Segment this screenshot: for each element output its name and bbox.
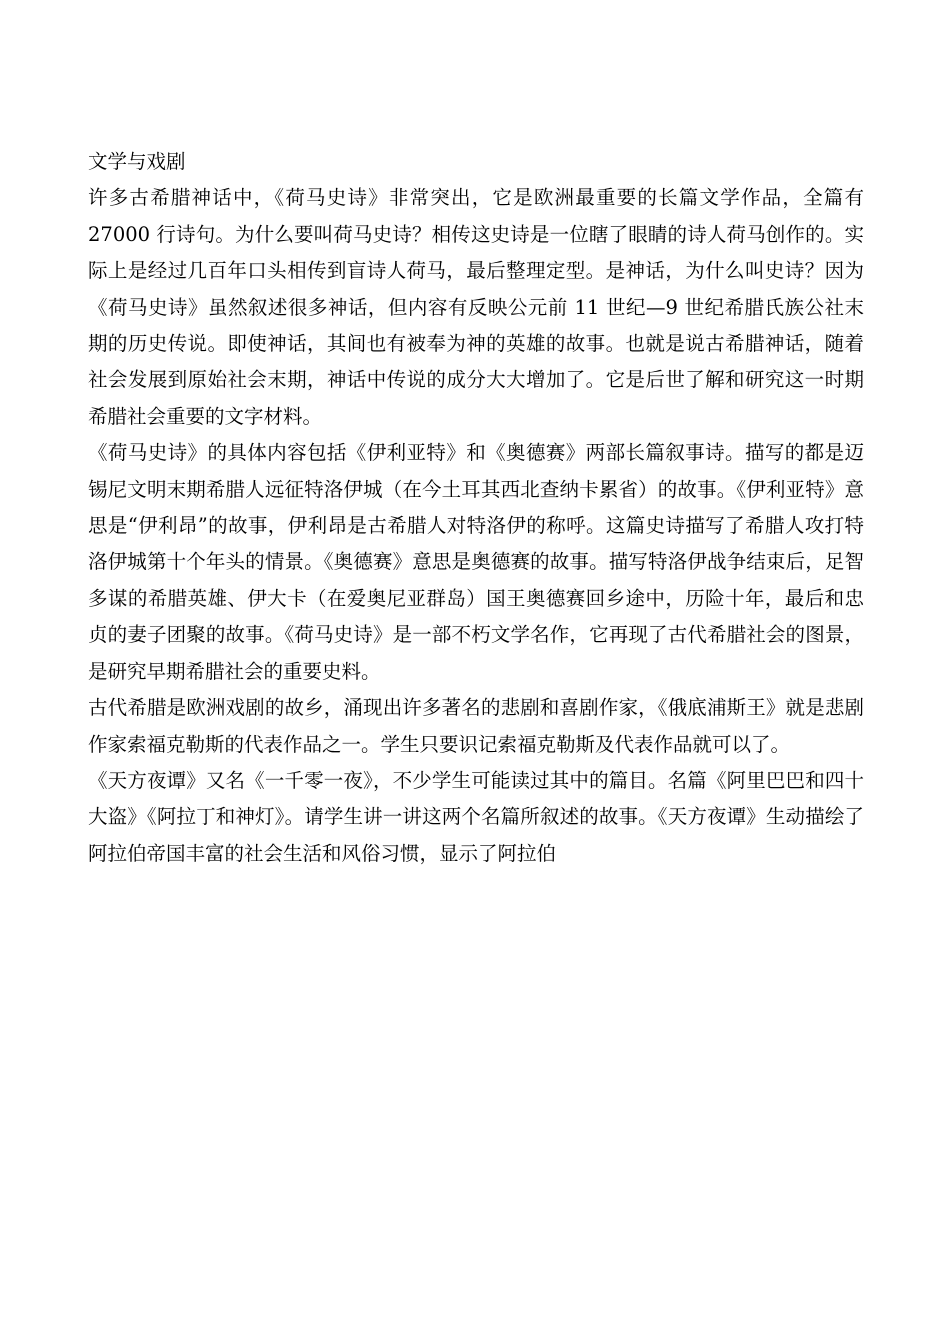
document-body [88, 144, 864, 872]
section-heading: 文学与戏剧 [88, 150, 186, 173]
paragraph-iliad-odyssey: 《荷马史诗》的具体内容包括《伊利亚特》和《奥德赛》两部长篇叙事诗。描写的都是迈锡尼文明末期希腊人远征特洛伊城（在今土耳其西北查纳卡累省）的故事。《伊利亚特》意思是“伊利昂”的故事，伊利昂是古希腊人对特洛伊的称呼。这篇史诗描写了希腊人攻打特洛伊城第十个年头的情景。《奥德赛》意思是奥德赛的故事。描写特洛伊战争结束后，足智多谋的希腊英雄、伊大卡（在爱奥尼亚群岛）国王奥德赛回乡途中，历险十年，最后和忠贞的妻子团聚的故事。《荷马史诗》是一部不朽文学名作，它再现了古代希腊社会的图景，是研究早期希腊社会的重要史料。 [88, 441, 864, 683]
paragraph-greek-drama: 古代希腊是欧洲戏剧的故乡，涌现出许多著名的悲剧和喜剧作家，《俄底浦斯王》就是悲剧作家索福克勒斯的代表作品之一。学生只要识记索福克勒斯及代表作品就可以了。 [88, 696, 864, 756]
paragraph-homer-epic-intro: 许多古希腊神话中，《荷马史诗》非常突出，它是欧洲最重要的长篇文学作品，全篇有 27000 行诗句。为什么要叫荷马史诗？相传这史诗是一位瞎了眼睛的诗人荷马创作的。实际上是经过几百年口头相传到盲诗人荷马，最后整理定型。是神话，为什么叫史诗？因为《荷马史诗》虽然叙述很多神话，但内容有反映公元前 11 世纪—9 世纪希腊氏族公社末期的历史传说。即使神话，其间也有被奉为神的英雄的故事。也就是说古希腊神话，随着社会发展到原始社会末期，神话中传说的成分大大增加了。它是后世了解和研究这一时期希腊社会重要的文字材料。 [88, 186, 864, 428]
paragraph-arabian-nights: 《天方夜谭》又名《一千零一夜》，不少学生可能读过其中的篇目。名篇《阿里巴巴和四十大盗》《阿拉丁和神灯》。请学生讲一讲这两个名篇所叙述的故事。《天方夜谭》生动描绘了阿拉伯帝国丰富的社会生活和风俗习惯，显示了阿拉伯 [88, 768, 864, 865]
